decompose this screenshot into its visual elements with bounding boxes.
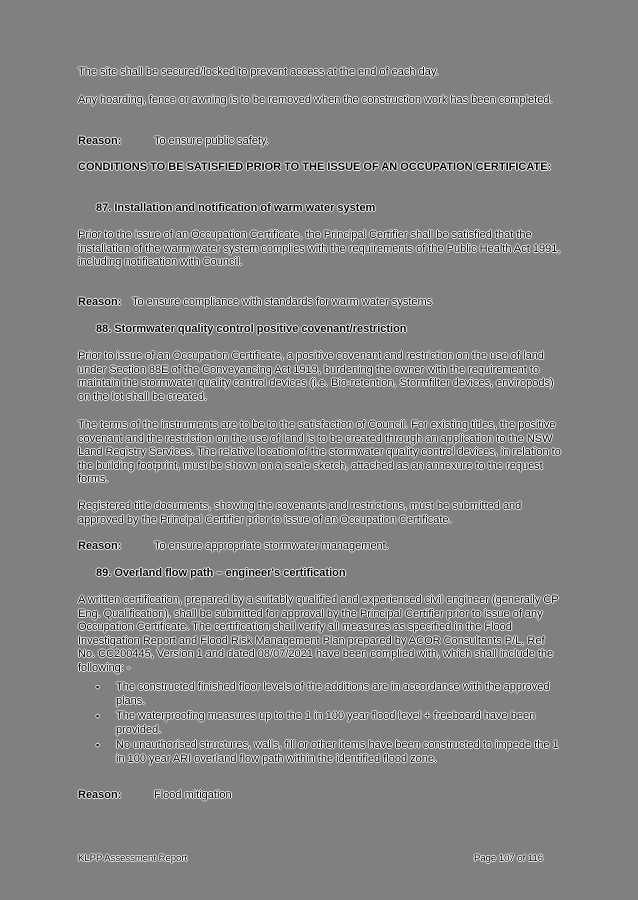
- bullet-text: No unauthorised structures, walls, fill or other items have been constructed to impede the 1 in 100 year ARI overland flow path within the identified flood zone.: [116, 739, 559, 765]
- reason-label: Reason:: [78, 789, 122, 801]
- reason-text: To ensure public safety.: [154, 135, 269, 147]
- reason-label: Reason:: [78, 296, 122, 308]
- reason-text: To ensure compliance with standards for warm water systems: [132, 296, 433, 308]
- condition-89-body: A written certification, prepared by a suitably qualified and experienced civil engineer (generally CP Eng. Qualification), shall be submitted for approval by the Principal Certifier prior to issue of any Occupation Certificate. The certification shall verify all measures as specified in the Flood Investigation Report and Flood Risk Management Plan prepared by ACOR Consultants P/L, Ref No. CC200445, Version 1 and dated 08/07/2021 have been complied with, which shall include the following: -: [78, 594, 559, 674]
- bullet-text: The waterproofing measures up to the 1 in 100 year flood level + freeboard have been provided.: [116, 710, 536, 736]
- bullet-icon: ▪: [96, 740, 100, 750]
- paragraph-site-secured: The site shall be secured/locked to prevent access at the end of each day.: [78, 66, 439, 78]
- list-item: [96, 710, 566, 737]
- list-item: [96, 681, 566, 708]
- condition-88-heading: 88. Stormwater quality control positive covenant/restriction: [96, 323, 407, 335]
- condition-88-reason: [78, 540, 563, 554]
- condition-88-body-3: Registered title documents, showing the covenants and restrictions, must be submitted and approved by the Principal Certifier prior to issue of an Occupation Certificate.: [78, 500, 522, 526]
- condition-89-bullet-list: [96, 681, 566, 768]
- condition-89-heading: 89. Overland flow path – engineer's certification: [96, 567, 346, 579]
- list-item: [96, 739, 566, 766]
- reason-label: Reason:: [78, 135, 122, 147]
- condition-88-body-2: The terms of the instruments are to be to the satisfaction of Council. For existing titles, the positive covenant and the restriction on the use of land is to be created through an application to the NSW Land Registry Services. The relative location of the stormwater quality control devices, in relation to the building footprint, must be shown on a scale sketch, attached as an annexure to the request forms.: [78, 419, 561, 485]
- reason-label: Reason:: [78, 540, 122, 552]
- section-heading-occupation-certificate: CONDITIONS TO BE SATISFIED PRIOR TO THE ISSUE OF AN OCCUPATION CERTIFICATE:: [78, 161, 552, 173]
- bullet-icon: ▪: [96, 711, 100, 721]
- reason-public-safety: [78, 135, 563, 149]
- reason-text: Flood mitigation: [154, 789, 232, 801]
- reason-text: To ensure appropriate stormwater management.: [154, 540, 389, 552]
- footer-report-title: KLPP Assessment Report: [78, 853, 188, 864]
- condition-89-reason: [78, 789, 563, 803]
- footer-page-number: Page 107 of 116: [474, 853, 544, 864]
- condition-87-body: Prior to the issue of an Occupation Certificate, the Principal Certifier shall be satisfied that the installation of the warm water system complies with the requirements of the Public Health Act 1991, including notification with Council.: [78, 229, 561, 268]
- condition-87-reason: [78, 296, 563, 310]
- condition-87-heading: 87. Installation and notification of warm water system: [96, 202, 376, 214]
- paragraph-hoarding-removal: Any hoarding, fence or awning is to be removed when the construction work has been completed.: [78, 94, 553, 106]
- bullet-text: The constructed finished floor levels of the additions are in accordance with the approved plans.: [116, 681, 550, 707]
- condition-88-body-1: Prior to issue of an Occupation Certificate, a positive covenant and restriction on the use of land under Section 88E of the Conveyancing Act 1919, burdening the owner with the requirement to maintain the stormwater quality control devices (i.e. Bio-retention, Stormfilter devices, enviropods) on the lot shall be created.: [78, 350, 554, 403]
- bullet-icon: ▪: [96, 682, 100, 692]
